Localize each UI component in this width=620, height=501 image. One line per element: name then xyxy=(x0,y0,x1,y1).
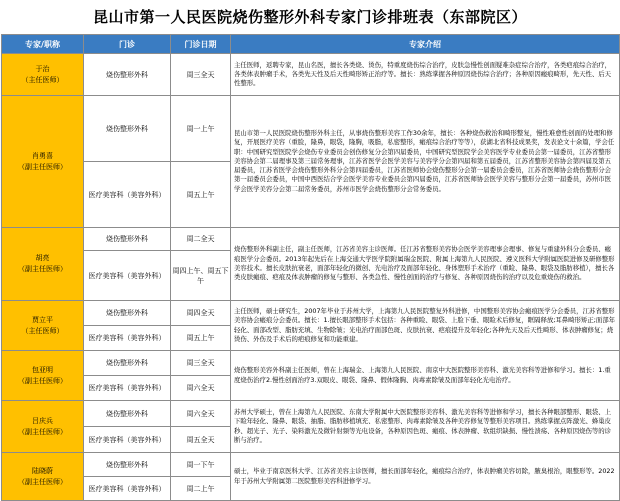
doctor-name: 陆晓蔚 xyxy=(32,466,53,475)
table-row xyxy=(2,453,620,477)
doctor-name: 胡亮 xyxy=(35,254,50,262)
doctor-intro: 昆山市第一人民医院烧伤整形外科主任，从事烧伤整形美容工作30余年，擅长：各种烧伤救治和畸形整复，慢性难愈性创面的处理和修复，开展医疗美容（重脸，隆鼻，眼袋，隆胸，吸脂，私密整形，瘢痕综合治疗等等），获湖北省科技成果奖，发表论文十余篇，学会任职：中国研究型医院学会烧伤专业委员会创伤修复分会第四届委员，中国研究型医院学会美容医学专业委员会第一届委员，江苏省整形美容协会第二届理事及第三届常务理事，江苏省医学会医学美容与美容学分会第四届和第五届委员，江苏省整形美容协会第四届及第五届委员，江苏省医学会烧伤整形外科分会第四届委员，江苏省医师协会烧伤整形分会第一届委员会委员，江苏省医师协会烧伤整形分会第一届委员会委员，中国中西医结合学会医学美容专业委员会第四届委员，江苏省医师协会医学美容与整形分会第一届委员，苏州市医学会医学美容分会第二届常务委员，苏州市医学会烧伤整形分会常务委员。 xyxy=(231,96,620,228)
clinic-dept: 烧伤整形外科 xyxy=(84,301,171,326)
clinic-time: 周二上午 xyxy=(171,477,231,501)
table-row xyxy=(2,96,620,162)
table-row xyxy=(2,351,620,376)
doctor-title: （副主任医师） xyxy=(18,265,67,273)
table-row xyxy=(2,228,620,251)
doctor-name: 于治 xyxy=(35,64,50,73)
table-row xyxy=(2,401,620,427)
clinic-dept: 医疗美容科（美容外科） xyxy=(84,162,171,228)
table-row xyxy=(2,301,620,326)
table-row xyxy=(2,54,620,96)
doctor-title: （副主任医师） xyxy=(18,162,67,171)
doctor-cell xyxy=(2,54,84,96)
clinic-dept: 烧伤整形外科 xyxy=(84,96,171,162)
doctor-intro: 苏州大学硕士，曾在上海第九人民医院、东南大学附属中大医院整形美容科、激光美容科等进修和学习，擅长各种眼部整形、眼袋、上下睑年轻化、隆鼻、眼袋、抽脂、脂肪移植填充、私密整形、肉毒素除皱及各种美容修复等整形美容项目。熟练掌握点阵激光、蜂巢皮秒、超光子、光子、染料激光及微针射频等光电设备，各种原因色斑、瘢痕、体表肿瘤、软组织缺损、慢性溃疡、各种原因烧伤等的诊断与治疗。 xyxy=(231,401,620,453)
clinic-dept: 医疗美容科（美容外科） xyxy=(84,477,171,501)
schedule-table xyxy=(1,34,620,501)
clinic-time: 周五上午 xyxy=(171,326,231,351)
doctor-name: 包亚明 xyxy=(32,365,53,374)
clinic-time: 周三全天 xyxy=(171,351,231,376)
doctor-name: 肖勇喜 xyxy=(32,151,53,160)
doctor-cell xyxy=(2,301,84,351)
clinic-dept: 医疗美容科（美容外科） xyxy=(84,251,171,301)
header-row xyxy=(2,35,620,54)
doctor-title: （副主任医师） xyxy=(18,427,67,436)
clinic-dept: 烧伤整形外科 xyxy=(84,401,171,427)
clinic-time: 周一下午 xyxy=(171,453,231,477)
doctor-name: 吕庆兵 xyxy=(32,416,53,425)
clinic-dept: 医疗美容科（美容外科） xyxy=(84,376,171,401)
doctor-intro: 硕士，毕业于南京医科大学、江苏省美容主诊医师，擅长面部年轻化，瘢痕综合治疗，体表肿瘤美容切除，腋臭根治，眼整形等。2022年于苏州大学附属第二医院整形美容科进修学习。 xyxy=(231,453,620,501)
header-schedule: 门诊日期 xyxy=(171,35,231,54)
doctor-cell xyxy=(2,96,84,228)
header-intro: 专家介绍 xyxy=(231,35,620,54)
doctor-intro: 主任医师，返聘专家，昆山名医，擅长各类烧、烫伤，特重度烧伤综合治疗，皮肤急慢性创面疑难杂症综合治疗，各类疤痕综合治疗，各类体表肿瘤手术，各类先天性及后天性畸形矫正治疗等。擅长：熟练掌握各种原因烧伤综合治疗；各种原因瘢痕畸形，先天性、后天性整形。 xyxy=(231,54,620,96)
clinic-time: 周五上午 xyxy=(171,162,231,228)
clinic-dept: 医疗美容科（美容外科） xyxy=(84,326,171,351)
clinic-dept: 烧伤整形外科 xyxy=(84,351,171,376)
header-clinic: 门诊 xyxy=(84,35,171,54)
clinic-time: 周四上午、周五下午 xyxy=(171,251,231,301)
clinic-dept: 医疗美容科（美容外科） xyxy=(84,427,171,453)
clinic-time: 周五全天 xyxy=(171,427,231,453)
clinic-dept: 烧伤整形外科 xyxy=(84,453,171,477)
doctor-intro: 主任医师，硕士研究生，2007年毕业于苏州大学，上海第九人民医院整复外科进修，中国整形美容协会瘢痕医学分会委员，江苏省整形美容协会瘢痕分会委员。擅长：1.擅长眼部整形手术包括：各种重睑、眼袋、上脸下垂、眼睑术后修复，眶隔释放;耳鼻畸形矫正;面部年轻化、面部改型、脂肪充填、生物除皱；光电治疗面部色斑、皮肤抗衰、疤痕提升及年轻化;各种先天及后天性畸形、体表肿瘤修复；烧烫伤、外伤及手术后的疤痕修复和功能重建。 xyxy=(231,301,620,351)
doctor-name: 贾立平 xyxy=(32,315,53,324)
doctor-title: （副主任医师） xyxy=(18,477,67,486)
doctor-intro: 烧伤整形外科副主任，副主任医师，江苏省美容主诊医师。任江苏省整形美容协会医学美容理事会理事、修复与重建外科分会委员、瘢痕医学分会委员。2013年起先后在上海交通大学医学院附属瑞金医院、附属上海第九人民医院、遵义医科大学附属医院进修及研修整形美容技术。擅长皮肤抗衰老，面部年轻化的微创、光电治疗及面部年轻化、身体塑形手术治疗（重睑、隆鼻、眼袋及脂肪移植），擅长各类皮肤瘢痕、疤痕及体表肿瘤的修复与整形、各类急性、慢性创面的治疗与修复、各种原因烧伤的治疗以及危重烧伤的救治。 xyxy=(231,228,620,301)
header-expert: 专家/职称 xyxy=(2,35,84,54)
doctor-cell xyxy=(2,401,84,453)
clinic-time: 周一上午 xyxy=(171,96,231,162)
clinic-dept: 烧伤整形外科 xyxy=(84,54,171,96)
doctor-title: （主任医师） xyxy=(21,326,64,335)
doctor-title: （主任医师） xyxy=(21,75,64,84)
doctor-title: （副主任医师） xyxy=(18,376,67,385)
doctor-cell xyxy=(2,228,84,301)
doctor-intro: 烧伤整形美容外科副主任医师，曾在上海瑞金、上海第九人民医院、南京中大医院整形美容科、激光美容科等进修和学习。擅长：1.重度烧伤治疗2.慢性创面治疗3.双眼皮、眼袋、隆鼻、假体隆胸、肉毒素除皱及面部年轻化光电治疗。 xyxy=(231,351,620,401)
clinic-time: 周三全天 xyxy=(171,54,231,96)
clinic-time: 周四全天 xyxy=(171,301,231,326)
page-title: 昆山市第一人民医院烧伤整形外科专家门诊排班表（东部院区） xyxy=(92,8,527,26)
doctor-cell xyxy=(2,453,84,501)
clinic-time: 周六全天 xyxy=(171,376,231,401)
clinic-dept: 烧伤整形外科 xyxy=(84,228,171,251)
doctor-cell xyxy=(2,351,84,401)
clinic-time: 周二全天 xyxy=(171,228,231,251)
clinic-time: 周六全天 xyxy=(171,401,231,427)
